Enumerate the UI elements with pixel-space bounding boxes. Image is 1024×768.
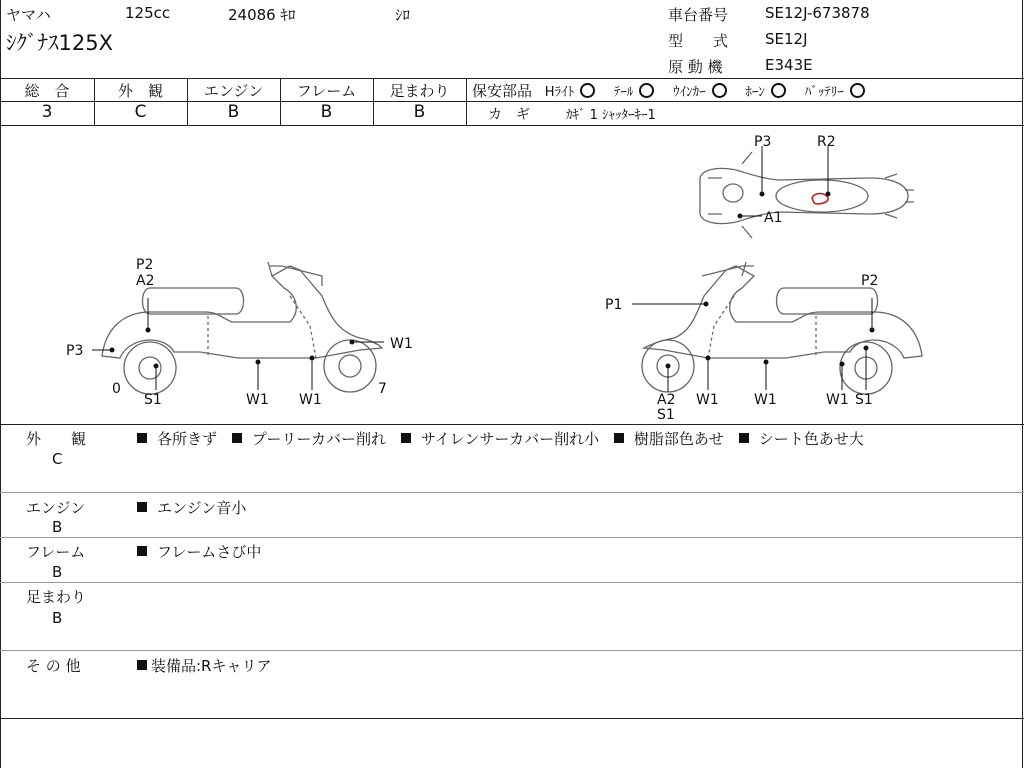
- divider: [0, 582, 1024, 583]
- divider: [466, 101, 1022, 102]
- displacement: 125cc: [125, 4, 171, 22]
- key-text: ｶｷﾞ 1 ｼｬｯﾀｰｷｰ1: [566, 108, 656, 123]
- note-item: シート色あせ大: [758, 430, 864, 448]
- ok-circle-icon: [580, 83, 595, 98]
- note-items: [137, 655, 271, 676]
- note-grade: B: [52, 563, 63, 581]
- safety-label: 保安部品: [472, 82, 533, 100]
- note-category: エンジン: [26, 499, 86, 517]
- note-item: エンジン音小: [157, 499, 247, 517]
- note-item: フレームさび中: [157, 543, 262, 561]
- grade-label-suspension: 足まわり: [389, 82, 450, 100]
- label-left-w1-front-lower: W1: [299, 392, 322, 408]
- note-item: 装備品:Rキャリア: [151, 657, 272, 675]
- grade-value-frame: B: [320, 102, 333, 122]
- divider: [0, 78, 1024, 79]
- frame-right-border: [1022, 0, 1023, 768]
- label-left-s1: S1: [144, 392, 162, 408]
- divider: [0, 492, 1024, 493]
- safety-item-winker: ｳｲﾝｶｰ: [673, 85, 727, 100]
- note-category: フレーム: [26, 543, 86, 561]
- note-item: 各所きず: [157, 430, 218, 448]
- note-item: 樹脂部色あせ: [633, 430, 724, 448]
- label-right-w1-mid: W1: [754, 392, 777, 408]
- type-label: 型 式: [668, 32, 729, 50]
- label-right-p1: P1: [605, 297, 623, 313]
- label-left-a2: A2: [136, 273, 155, 289]
- model-name: ｼｸﾞﾅｽ125X: [6, 31, 113, 55]
- bullet-square-icon: [137, 546, 147, 556]
- bullet-square-icon: [739, 433, 749, 443]
- scooter-right-view: [642, 262, 922, 394]
- note-grade: B: [52, 609, 63, 627]
- note-category: 外 観: [26, 430, 87, 448]
- label-right-w1-front: W1: [696, 392, 719, 408]
- mileage: 24086 ｷﾛ: [228, 6, 296, 24]
- note-items: [137, 428, 864, 449]
- bullet-square-icon: [401, 433, 411, 443]
- note-item: プーリーカバー削れ: [251, 430, 387, 448]
- note-items: [137, 497, 246, 518]
- note-category: 足まわり: [26, 588, 87, 606]
- grade-label-engine: エンジン: [203, 82, 264, 100]
- scooter-top-view: [700, 152, 914, 238]
- body-color: ｼﾛ: [395, 6, 411, 24]
- damage-diagram: [0, 126, 1022, 424]
- engine-label: 原 動 機: [668, 58, 723, 76]
- maker: ヤマハ: [6, 6, 51, 24]
- label-right-p2: P2: [861, 273, 879, 289]
- divider: [0, 537, 1024, 538]
- bullet-square-icon: [614, 433, 624, 443]
- bullet-square-icon: [232, 433, 242, 443]
- grade-label-frame: フレーム: [296, 82, 357, 100]
- label-top-r2: R2: [817, 134, 836, 150]
- note-item: サイレンサーカバー削れ小: [420, 430, 600, 448]
- engine-value: E343E: [765, 56, 813, 74]
- safety-parts: [472, 80, 865, 101]
- note-category: そ の 他: [26, 657, 81, 675]
- label-left-w1-front: W1: [390, 336, 413, 352]
- type-value: SE12J: [765, 30, 808, 48]
- ok-circle-icon: [712, 83, 727, 98]
- label-left-7: 7: [378, 381, 387, 397]
- note-grade: B: [52, 518, 63, 536]
- ok-circle-icon: [771, 83, 786, 98]
- ok-circle-icon: [639, 83, 654, 98]
- label-left-p3: P3: [66, 343, 84, 359]
- safety-item-headlight: Hﾗｲﾄ: [545, 85, 595, 100]
- label-left-p2: P2: [136, 257, 154, 273]
- grade-label-overall: 総 合: [24, 82, 70, 100]
- divider: [0, 650, 1024, 651]
- label-right-s1-rear: S1: [855, 392, 873, 408]
- grade-value-overall: 3: [41, 102, 53, 122]
- label-top-a1: A1: [764, 210, 783, 226]
- grade-label-exterior: 外 観: [117, 82, 163, 100]
- divider: [0, 424, 1024, 425]
- frame-no-label: 車台番号: [668, 6, 729, 24]
- safety-item-taillight: ﾃｰﾙ: [614, 85, 655, 100]
- bullet-square-icon: [137, 502, 147, 512]
- divider: [0, 718, 1024, 719]
- note-items: [137, 541, 261, 562]
- label-left-w1-mid: W1: [246, 392, 269, 408]
- bullet-square-icon: [137, 433, 147, 443]
- grade-value-suspension: B: [413, 102, 426, 122]
- grade-value-engine: B: [227, 102, 240, 122]
- label-right-a2: A2: [657, 392, 676, 408]
- label-top-p3: P3: [754, 134, 772, 150]
- damage-mark-red: [812, 194, 828, 204]
- note-grade: C: [52, 450, 63, 468]
- label-right-w1-rear: W1: [826, 392, 849, 408]
- grade-value-exterior: C: [134, 102, 147, 122]
- safety-item-battery: ﾊﾞｯﾃﾘｰ: [805, 85, 865, 100]
- ok-circle-icon: [850, 83, 865, 98]
- frame-no: SE12J-673878: [765, 4, 870, 22]
- key-label: カ ギ: [488, 107, 530, 123]
- safety-item-horn: ﾎｰﾝ: [745, 85, 786, 100]
- label-right-s1-front: S1: [657, 407, 675, 423]
- label-left-0: 0: [112, 381, 121, 397]
- bullet-square-icon: [137, 660, 147, 670]
- divider: [466, 78, 467, 125]
